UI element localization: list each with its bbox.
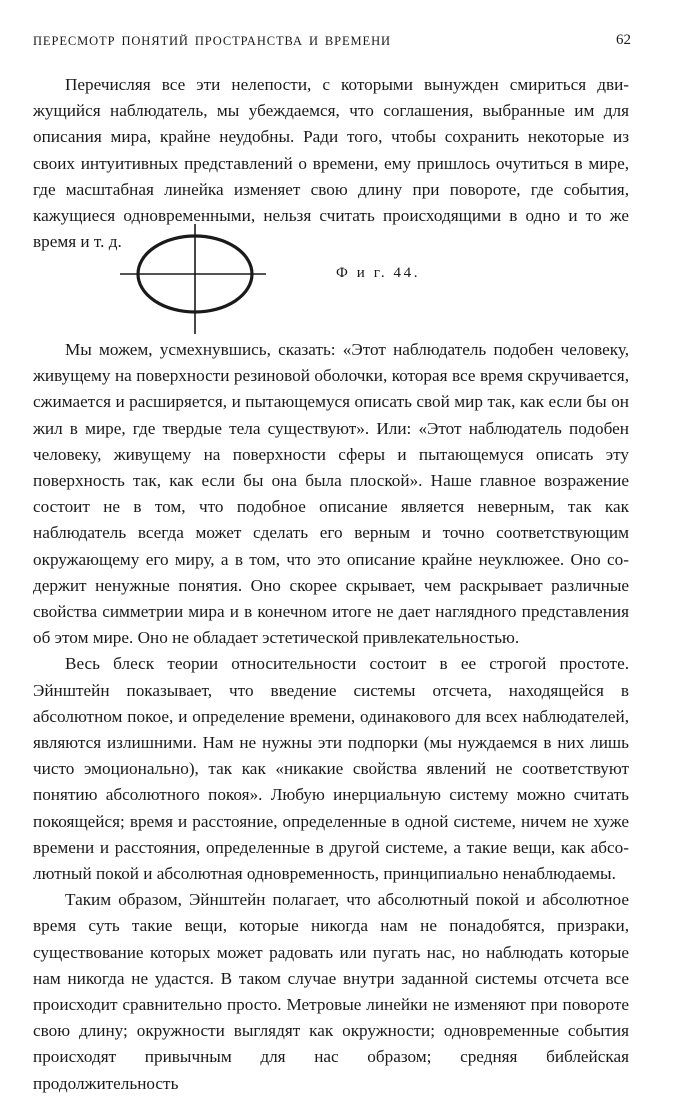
page-header — [33, 34, 631, 58]
paragraph-4: Таким образом, Эйнштейн полагает, что абсолютный покой и абсолютное время суть такие вещи, которые никогда нам не понадобятся, призраки, существование которых может радовать или пугать нас, но наблюдать которые нам никогда не удастся. В таком случае внутри заданной системы отсчета все происходит сравнительно просто. Метровые линейки не изменяют при повороте свою длину; окружности выглядят как окружности; одновременные события происходят привычным для нас образом; средняя библейская продолжительность — [33, 890, 629, 1093]
paragraph-2: Мы можем, усмехнувшись, сказать: «Этот наблюдатель подобен человеку, живущему на поверхности резиновой оболочки, которая все время скручивается, сжимается и расширяется, и пытающемуся описать свой мир так, как если бы он жил в мире, где твердые тела существуют». Или: «Этот наблюдатель подобен человеку, живущему на поверхности сферы и пытающемуся описать эту поверхность так, как если бы она была плоской». Наше главное возражение состоит не в том, что подобное описание является неверным, так как наблюдатель всегда может сделать его верным и точно соответствующим окружающему его миру, а в том, что это описание крайне неуклюжее. Оно содержит ненужные понятия. Оно скорее скрывает, чем раскрывает различные свойства симметрии мира и в конечном итоге не дает наглядного представления об этом мире. Оно не обладает эстетической привлекательностью. — [33, 340, 629, 648]
paragraph-3: Весь блеск теории относительности состоит в ее строгой простоте. Эйнштейн показывает, что введение системы отсчета, находящейся в абсолютном покое, и определение времени, одинакового для всех наблюдателей, являются излишними. Нам не нужны эти подпорки (мы нуждаемся в них лишь чисто эмоционально), так как «никакие свойства явлений не соответствуют понятию абсолютного покоя». Любую инерциальную систему можно считать покоящейся; время и расстояние, определенные в одной системе, ничем не хуже времени и расстояния, определенные в другой системе, а такие вещи, как абсолютный покой и абсолютная одновременность, принципиально ненаблюдаемы. — [33, 654, 629, 884]
figure-44 — [115, 224, 275, 336]
figure-caption: Ф и г. 44. — [336, 265, 421, 281]
running-head: ПЕРЕСМОТР ПОНЯТИЙ ПРОСТРАНСТВА И ВРЕМЕНИ — [33, 34, 391, 48]
paragraph-1: Перечисляя все эти нелепости, с которыми вынужден смириться движущийся наблюдатель, мы убеждаемся, что соглашения, выбранные им для описания мира, крайне неудобны. Ради того, чтобы сохранить некоторые из своих интуитивных представлений о времени, ему пришлось очутиться в мире, где масштабная линейка изменяет свою длину при повороте, где события, кажущиеся одновременными, нельзя считать происходящими в одно и то же время и т. д. — [33, 75, 629, 252]
ellipse-axes-diagram — [115, 224, 275, 336]
page-number: 62 — [616, 32, 631, 48]
text-block-main — [33, 337, 629, 1097]
